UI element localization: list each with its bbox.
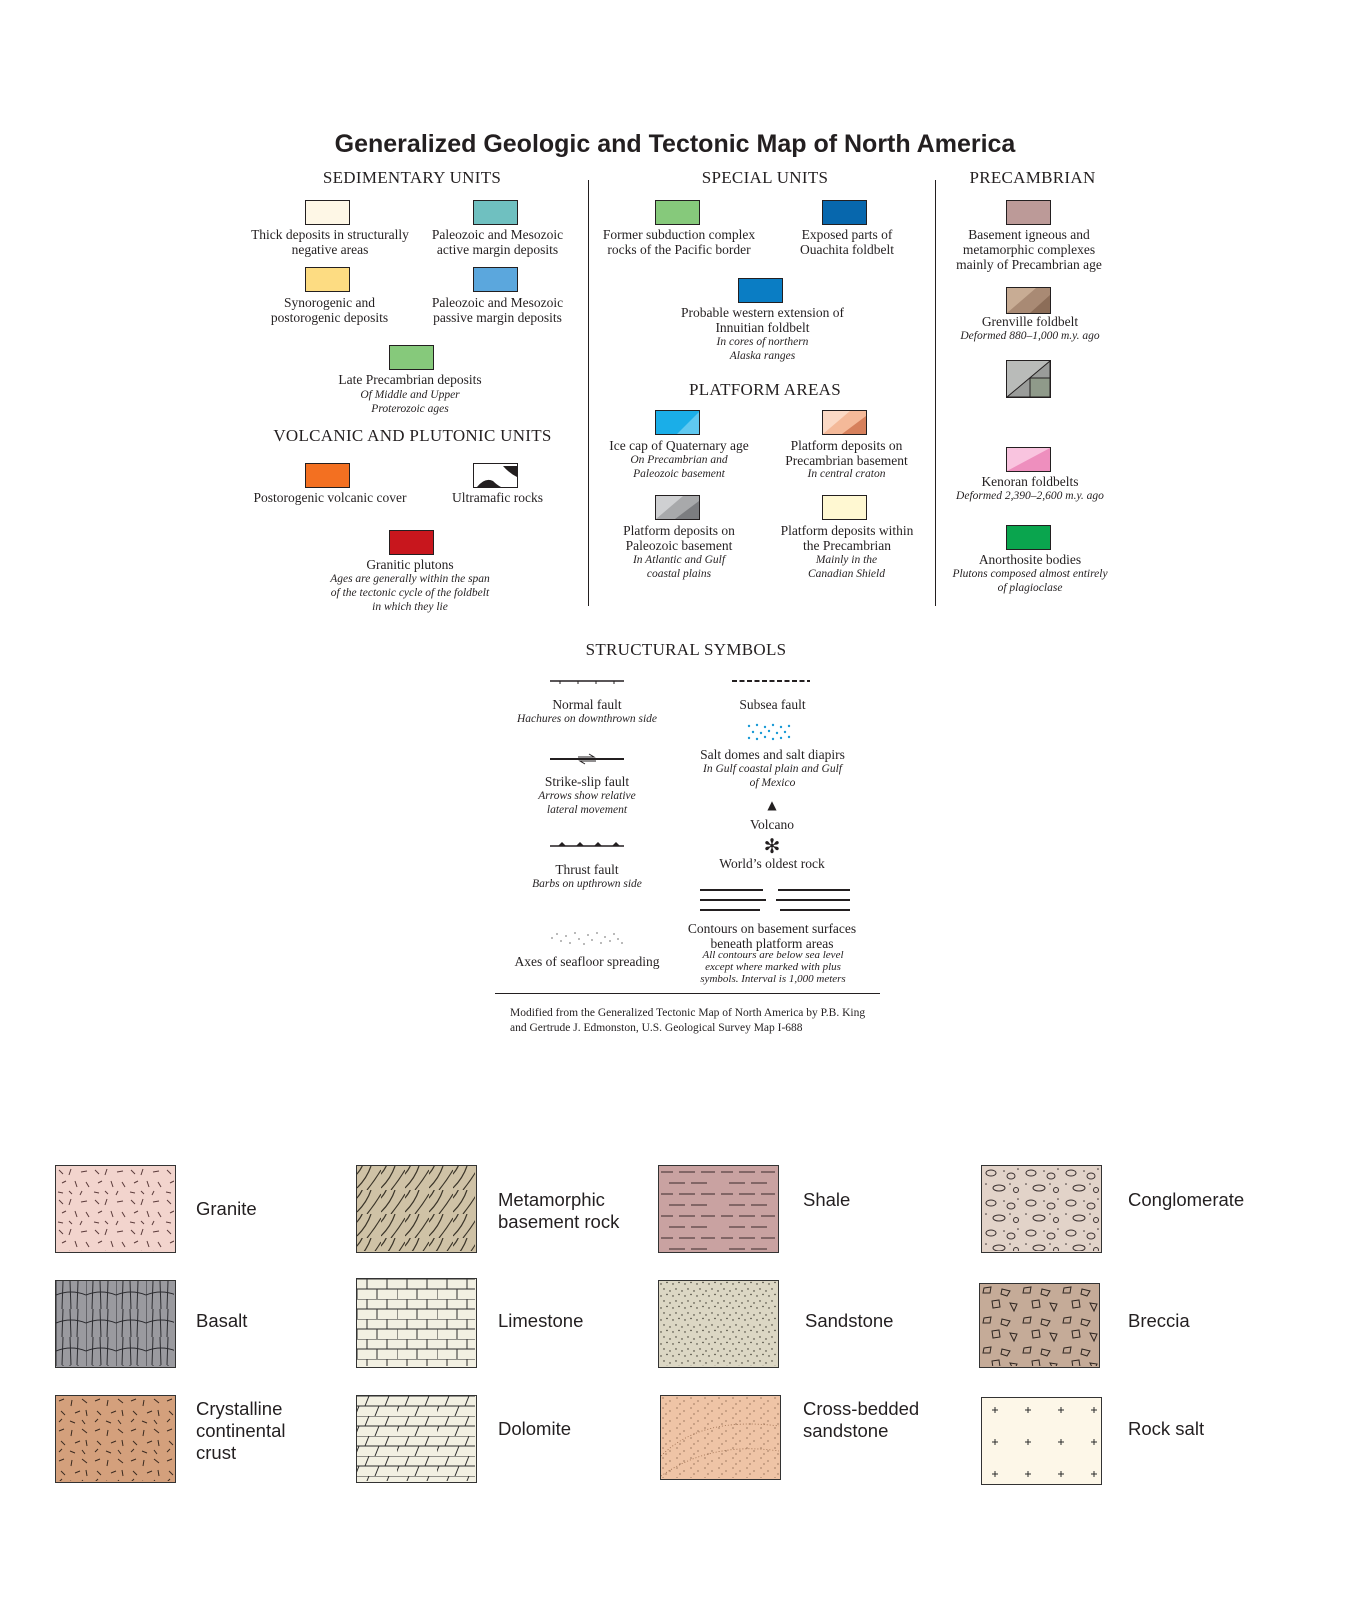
column-divider bbox=[588, 180, 589, 606]
rock-swatch-basalt bbox=[55, 1280, 176, 1368]
legend-label: Ice cap of Quaternary age bbox=[609, 438, 749, 453]
legend-label: Platform deposits on Precambrian basement bbox=[785, 438, 908, 468]
symbol-note: In Gulf coastal plain and Gulf of Mexico bbox=[703, 763, 842, 789]
legend-note: Ages are generally within the span of the tectonic cycle of the foldbelt in which they lie bbox=[330, 573, 490, 613]
legend-swatch bbox=[822, 200, 867, 225]
legend-label: Kenoran foldbelts bbox=[981, 474, 1079, 489]
legend-label: Former subduction complex rocks of the Pacific border bbox=[602, 227, 756, 257]
section-heading-special: SPECIAL UNITS bbox=[701, 168, 829, 187]
symbol-note: All contours are below sea level except where marked with plus symbols. Interval is 1,000 meters bbox=[700, 949, 846, 985]
legend-label: Paleozoic and Mesozoic passive margin deposits bbox=[431, 295, 564, 325]
legend-swatch bbox=[305, 200, 350, 225]
legend-note: In cores of northern Alaska ranges bbox=[716, 336, 809, 362]
thrust-fault-symbol bbox=[548, 840, 628, 852]
rock-label: Dolomite bbox=[498, 1418, 571, 1439]
rock-swatch-rocksalt bbox=[981, 1397, 1102, 1485]
legend-label: Exposed parts of Ouachita foldbelt bbox=[799, 227, 895, 257]
rock-swatch-shale bbox=[658, 1165, 779, 1253]
legend-swatch bbox=[473, 200, 518, 225]
section-heading-sedimentary: SEDIMENTARY UNITS bbox=[322, 168, 502, 187]
legend-label: Anorthosite bodies bbox=[978, 552, 1082, 567]
symbol-label: World’s oldest rock bbox=[719, 856, 825, 871]
legend-note: Mainly in the Canadian Shield bbox=[808, 554, 885, 580]
legend-swatch bbox=[305, 267, 350, 292]
symbol-note: Hachures on downthrown side bbox=[516, 713, 658, 725]
rock-swatch-limestone bbox=[356, 1278, 477, 1368]
rock-label: Conglomerate bbox=[1128, 1189, 1245, 1210]
rock-swatch-metamorphic bbox=[356, 1165, 477, 1253]
legend-swatch bbox=[1006, 200, 1051, 225]
column-divider bbox=[935, 180, 936, 606]
symbol-label: Contours on basement surfaces beneath platform areas bbox=[687, 921, 857, 951]
section-heading-volcanic: VOLCANIC AND PLUTONIC UNITS bbox=[273, 426, 552, 445]
legend-note: In central craton bbox=[807, 468, 886, 480]
section-heading-platform: PLATFORM AREAS bbox=[688, 380, 842, 399]
rock-label: Basalt bbox=[196, 1310, 248, 1331]
legend-swatch bbox=[655, 410, 700, 435]
rock-swatch-breccia bbox=[979, 1283, 1100, 1368]
legend-label: Late Precambrian deposits bbox=[338, 372, 482, 387]
legend-label: Platform deposits on Paleozoic basement bbox=[623, 523, 735, 553]
symbol-note: Arrows show relative lateral movement bbox=[538, 790, 636, 816]
legend-label: Thick deposits in structurally negative areas bbox=[251, 227, 409, 257]
rock-swatch-conglomerate bbox=[981, 1165, 1102, 1253]
section-heading-structural: STRUCTURAL SYMBOLS bbox=[585, 640, 787, 659]
legend-swatch bbox=[1006, 447, 1051, 472]
rock-swatch-dolomite bbox=[356, 1395, 477, 1483]
rock-label: Limestone bbox=[498, 1310, 584, 1331]
subsea-fault-symbol bbox=[730, 676, 812, 686]
section-heading-precambrian: PRECAMBRIAN bbox=[969, 168, 1096, 187]
legend-swatch bbox=[305, 463, 350, 488]
credit-text: Modified from the Generalized Tectonic Map of North America by P.B. King and Gertrude J. Edmonston, U.S. Geological Survey Map I-688 bbox=[510, 1007, 866, 1034]
legend-swatch bbox=[473, 267, 518, 292]
rock-label: Shale bbox=[803, 1189, 851, 1210]
symbol-label: Volcano bbox=[750, 817, 794, 832]
symbol-label: Axes of seafloor spreading bbox=[514, 954, 660, 969]
legend-note: On Precambrian and Paleozoic basement bbox=[630, 454, 728, 480]
rock-label: Metamorphic basement rock bbox=[498, 1189, 620, 1232]
page-title: Generalized Geologic and Tectonic Map of North America bbox=[334, 130, 1016, 158]
rock-label: Rock salt bbox=[1128, 1418, 1205, 1439]
legend-label: Ultramafic rocks bbox=[451, 490, 544, 505]
legend-swatch bbox=[822, 495, 867, 520]
contours-symbol bbox=[698, 886, 853, 916]
strike-slip-fault-symbol bbox=[548, 752, 628, 766]
legend-label: Granitic plutons bbox=[366, 557, 454, 572]
rock-swatch-granite bbox=[55, 1165, 176, 1253]
salt-domes-symbol bbox=[745, 722, 795, 742]
ultramafic-swatch bbox=[473, 463, 518, 488]
rock-swatch-sandstone bbox=[658, 1280, 779, 1368]
symbol-label: Thrust fault bbox=[555, 862, 619, 877]
seafloor-spreading-symbol bbox=[548, 928, 626, 950]
symbol-label: Salt domes and salt diapirs bbox=[700, 747, 845, 762]
rock-swatch-crust bbox=[55, 1395, 176, 1483]
legend-label: Probable western extension of Innuitian foldbelt bbox=[680, 305, 845, 335]
legend-swatch bbox=[1006, 287, 1051, 314]
legend-label: Basement igneous and metamorphic complexes mainly of Precambrian age bbox=[956, 227, 1102, 272]
legend-swatch bbox=[1006, 525, 1051, 550]
oldest-rock-icon: ✻ bbox=[763, 834, 781, 858]
volcano-icon: ▲ bbox=[767, 798, 777, 812]
legend-swatch bbox=[389, 345, 434, 370]
symbol-note: Barbs on upthrown side bbox=[532, 878, 642, 890]
legend-swatch bbox=[389, 530, 434, 555]
legend-label: Grenville foldbelt bbox=[981, 314, 1079, 329]
legend-note: Of Middle and Upper Proterozoic ages bbox=[360, 389, 460, 415]
symbol-label: Subsea fault bbox=[739, 697, 806, 712]
rock-label: Crystalline continental crust bbox=[196, 1398, 286, 1463]
normal-fault-symbol bbox=[548, 676, 628, 686]
legend-swatch bbox=[822, 410, 867, 435]
legend-note: In Atlantic and Gulf coastal plains bbox=[632, 554, 726, 580]
rock-label: Cross-bedded sandstone bbox=[803, 1398, 920, 1441]
legend-note: Deformed 2,390–2,600 m.y. ago bbox=[956, 490, 1104, 502]
legend-swatch bbox=[1006, 360, 1051, 398]
credit-rule bbox=[495, 993, 880, 994]
legend-swatch bbox=[655, 495, 700, 520]
legend-swatch bbox=[738, 278, 783, 303]
legend-label: Paleozoic and Mesozoic active margin deposits bbox=[431, 227, 564, 257]
legend-note: Deformed 880–1,000 m.y. ago bbox=[960, 330, 1100, 342]
legend-label: Postorogenic volcanic cover bbox=[253, 490, 407, 505]
legend-label: Platform deposits within the Precambrian bbox=[780, 523, 914, 553]
legend-note: Plutons composed almost entirely of plagioclase bbox=[952, 568, 1108, 594]
symbol-label: Strike-slip fault bbox=[544, 774, 630, 789]
symbol-label: Normal fault bbox=[552, 697, 622, 712]
rock-label: Breccia bbox=[1128, 1310, 1190, 1331]
rock-label: Sandstone bbox=[805, 1310, 894, 1331]
rock-label: Granite bbox=[196, 1198, 257, 1219]
legend-label: Synorogenic and postorogenic deposits bbox=[270, 295, 389, 325]
rock-swatch-crossbedded bbox=[660, 1395, 781, 1480]
legend-swatch bbox=[655, 200, 700, 225]
